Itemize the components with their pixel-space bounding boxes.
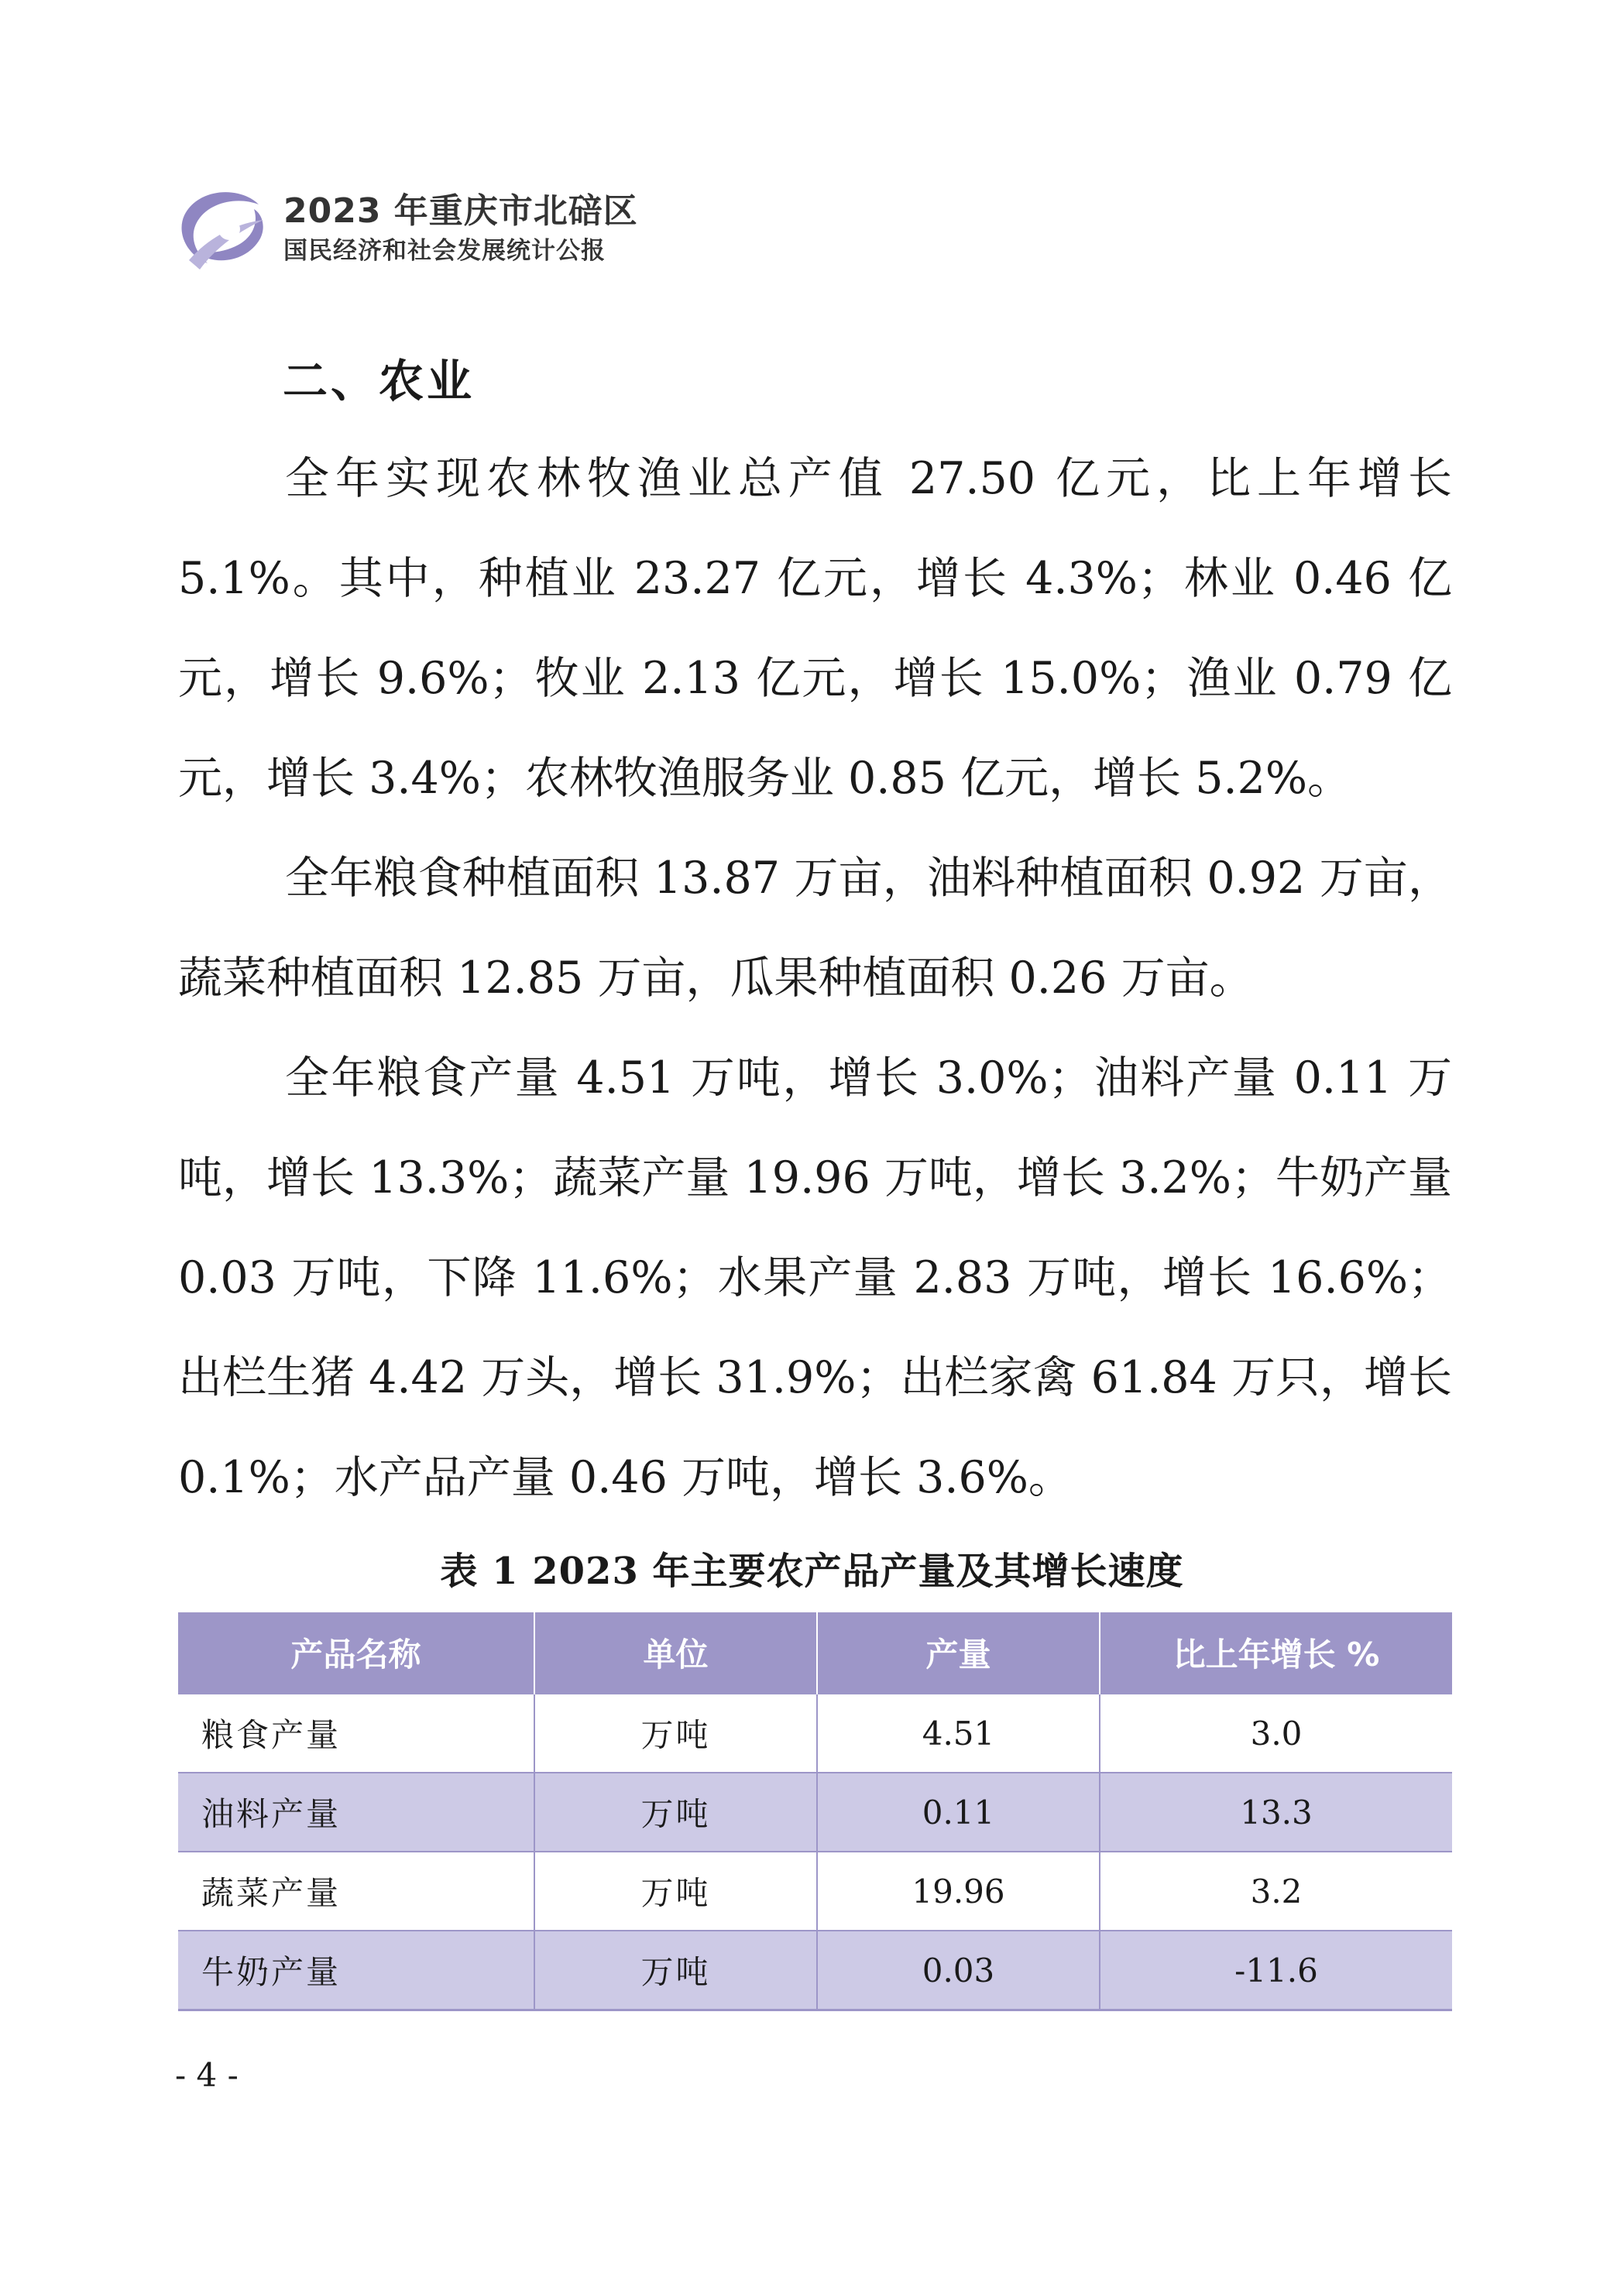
- bulletin-logo-icon: [178, 183, 266, 271]
- cell-product-name: 蔬菜产量: [178, 1852, 534, 1931]
- header-title-line1: 2023 年重庆市北碚区: [283, 191, 638, 231]
- cell-growth: 3.2: [1100, 1852, 1452, 1931]
- cell-product-name: 油料产量: [178, 1773, 534, 1852]
- paragraph-planting-area: 全年粮食种植面积 13.87 万亩，油料种植面积 0.92 万亩，蔬菜种植面积 12.85 万亩，瓜果种植面积 0.26 万亩。: [178, 853, 1452, 1004]
- cell-output: 0.11: [817, 1773, 1100, 1852]
- cell-growth: 3.0: [1100, 1694, 1452, 1773]
- cell-output: 4.51: [817, 1694, 1100, 1773]
- section-title: 二、农业: [283, 355, 476, 407]
- agri-products-table: [178, 1612, 1452, 2011]
- column-header-unit: 单位: [534, 1612, 817, 1694]
- table-row: [178, 1773, 1452, 1852]
- column-header-output: 产量: [817, 1612, 1100, 1694]
- table-row: [178, 1852, 1452, 1931]
- table-row: [178, 1931, 1452, 2010]
- cell-unit: 万吨: [534, 1931, 817, 2010]
- header-title-line2: 国民经济和社会发展统计公报: [283, 237, 606, 265]
- column-header-growth: 比上年增长 %: [1100, 1612, 1452, 1694]
- cell-output: 0.03: [817, 1931, 1100, 2010]
- cell-growth: 13.3: [1100, 1773, 1452, 1852]
- cell-product-name: 粮食产量: [178, 1694, 534, 1773]
- cell-growth: -11.6: [1100, 1931, 1452, 2010]
- table-header-row: [178, 1612, 1452, 1694]
- cell-output: 19.96: [817, 1852, 1100, 1931]
- column-header-product: 产品名称: [178, 1612, 534, 1694]
- page-number: - 4 -: [175, 2056, 239, 2094]
- cell-unit: 万吨: [534, 1694, 817, 1773]
- cell-unit: 万吨: [534, 1852, 817, 1931]
- cell-product-name: 牛奶产量: [178, 1931, 534, 2010]
- cell-unit: 万吨: [534, 1773, 817, 1852]
- table-title: 表 1 2023 年主要农产品产量及其增长速度: [440, 1550, 1184, 1593]
- paragraph-output-value: 全年实现农林牧渔业总产值 27.50 亿元，比上年增长 5.1%。其中，种植业 23.27 亿元，增长 4.3%；林业 0.46 亿元，增长 9.6%；牧业 2.13 亿元，增长 15.0%；渔业 0.79 亿元，增长 3.4%；农林牧渔服务业 0.85 亿元，增长 5.2%。: [178, 453, 1452, 804]
- table-row: [178, 1694, 1452, 1773]
- paragraph-production: 全年粮食产量 4.51 万吨，增长 3.0%；油料产量 0.11 万吨，增长 13.3%；蔬菜产量 19.96 万吨，增长 3.2%；牛奶产量 0.03 万吨，下降 11.6%；水果产量 2.83 万吨，增长 16.6%；出栏生猪 4.42 万头，增长 31.9%；出栏家禽 61.84 万只，增长 0.1%；水产品产量 0.46 万吨，增长 3.6%。: [178, 1052, 1452, 1503]
